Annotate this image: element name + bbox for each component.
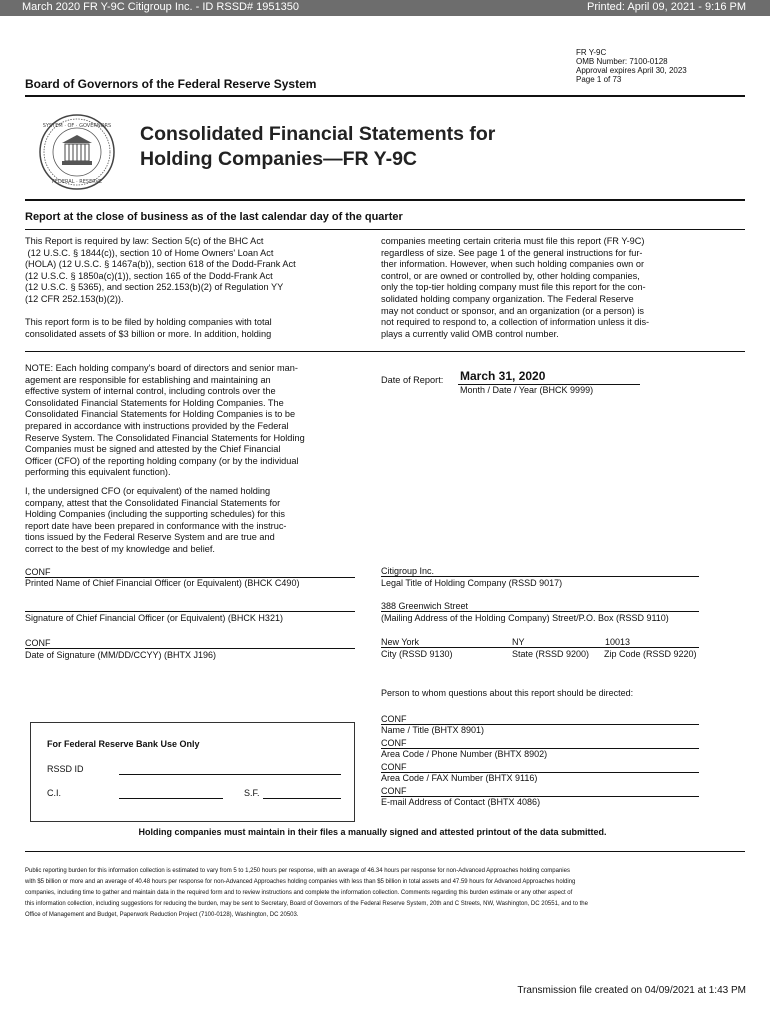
contact-heading: Person to whom questions about this report should be directed: — [381, 688, 634, 698]
print-header-right: Printed: April 09, 2021 - 9:16 PM — [587, 1, 746, 13]
intro-left-line: (12 U.S.C. § 1850a(c)(1)), section 165 of the Dodd-Frank Act — [25, 270, 273, 281]
intro-left-line: This Report is required by law: Section 5(c) of the BHC Act — [25, 236, 264, 246]
note-line: Consolidated Financial Statements for Holding Companies. The — [25, 397, 284, 408]
intro-left-line: (12 U.S.C. § 1844(c)), section 10 of Home Owners' Loan Act — [25, 247, 274, 258]
note-line: effective system of internal control, including controls over the — [25, 386, 276, 397]
title-line-2: Holding Companies—FR Y-9C — [140, 148, 417, 170]
attest-line: report date have been prepared in conformance with the instruc- — [25, 520, 287, 531]
intro-right-line: not required to respond to, a collection of information unless it dis- — [381, 317, 650, 328]
city-label: City (RSSD 9130) — [381, 649, 453, 659]
address-line — [381, 611, 699, 612]
rssd-id-label: RSSD ID — [47, 764, 84, 774]
note-line: agement are responsible for establishing and maintaining an — [25, 374, 271, 385]
signature-date-line — [25, 648, 355, 649]
state-value[interactable]: NY — [512, 637, 525, 647]
city-value[interactable]: New York — [381, 637, 420, 647]
form-info — [576, 48, 687, 84]
legal-title-label: Legal Title of Holding Company (RSSD 9017) — [381, 578, 563, 588]
burden-line: Office of Management and Budget, Paperwork Reduction Project (7100-0128), Washington, DC 20503. — [25, 912, 299, 918]
print-header-bar — [0, 0, 770, 16]
intro-left-line: (12 CFR 252.153(b)(2)). — [25, 293, 124, 304]
intro-left-line: This report form is to be filed by holding companies with total — [25, 317, 272, 328]
attest-line: I, the undersigned CFO (or equivalent) of the named holding — [25, 486, 271, 496]
omb-number: OMB Number: 7100-0128 — [576, 57, 668, 66]
intro-right-line: solidated holding company organization. The Federal Reserve — [381, 293, 634, 304]
burden-line: companies, including time to gather and maintain data in the required form and to review instructions and complete the information collection. Comments regarding this burden estimate or any other aspect of — [25, 890, 573, 896]
note-line: Reserve System. The Consolidated Financial Statements for Holding — [25, 432, 305, 443]
approval-expires: Approval expires April 30, 2023 — [576, 66, 687, 75]
attest-line: company, attest that the Consolidated Financial Statements for — [25, 497, 281, 508]
transmission-footer: Transmission file created on 04/09/2021 at 1:43 PM — [517, 985, 746, 996]
svg-text:FEDERAL · RESERVE: FEDERAL · RESERVE — [51, 179, 103, 185]
print-header-left: March 2020 FR Y-9C Citigroup Inc. - ID RSSD# 1951350 — [22, 1, 299, 13]
contact-phone-value[interactable]: CONF — [381, 738, 407, 748]
date-of-report-value[interactable]: March 31, 2020 — [460, 369, 546, 383]
intro-left — [25, 236, 365, 340]
note-line: Consolidated Financial Statements for Holding Companies is to be — [25, 409, 296, 420]
contact-email-value[interactable]: CONF — [381, 786, 407, 796]
note-line: Officer (CFO) of the reporting holding company (or by the individual — [25, 455, 299, 466]
burden-line: this information collection, including suggestions for reducing the burden, may be sent to Secretary, Board of Governors of the Federal Reserve System, 20th and C Streets, NW, Washington, DC 20551, and to the — [25, 901, 588, 907]
burden-line: with $5 billion or more and an average of 40.48 hours per response for non-Advanced Approaches holding companies with less than $5 billion in total assets and 47.59 hours for Advanced Approaches holding — [25, 879, 576, 885]
signature-label: Signature of Chief Financial Officer (or Equivalent) (BHCK H321) — [25, 613, 283, 623]
contact-phone-label: Area Code / Phone Number (BHTX 8902) — [381, 749, 548, 759]
intro-right-line: ther information. However, when such holding companies own or — [381, 259, 645, 270]
intro-rule — [25, 351, 745, 352]
page-number: Page 1 of 73 — [576, 75, 622, 84]
address-label: (Mailing Address of the Holding Company) Street/P.O. Box (RSSD 9110) — [381, 613, 669, 623]
burden-rule — [25, 851, 745, 852]
contact-fax-label: Area Code / FAX Number (BHTX 9116) — [381, 773, 538, 783]
intro-right-line: control, or are owned or controlled by, other holding companies, — [381, 270, 640, 281]
ci-field[interactable] — [119, 798, 223, 799]
title-line-1: Consolidated Financial Statements for — [140, 123, 496, 145]
report-heading: Report at the close of business as of the last calendar day of the quarter — [25, 211, 403, 223]
attest-line: tions issued by the Federal Reserve System and are true and — [25, 532, 275, 543]
attestation-paragraph — [25, 486, 370, 556]
header-rule — [25, 95, 745, 97]
fed-use-title: For Federal Reserve Bank Use Only — [47, 739, 200, 749]
zip-value[interactable]: 10013 — [605, 637, 631, 647]
form-number: FR Y-9C — [576, 48, 607, 57]
note-line: prepared in accordance with instructions provided by the Federal — [25, 420, 289, 431]
intro-right-line: may not conduct or sponsor, and an organization (or a person) is — [381, 305, 645, 316]
contact-name-label: Name / Title (BHTX 8901) — [381, 725, 485, 735]
intro-left-line: consolidated assets of $3 billion or more. In addition, holding — [25, 328, 272, 339]
intro-right-line: companies meeting certain criteria must file this report (FR Y-9C) — [381, 236, 645, 246]
fed-use-box — [30, 722, 355, 822]
agency-name: Board of Governors of the Federal Reserve System — [25, 77, 317, 91]
date-of-report-label: Date of Report: — [381, 375, 444, 385]
note-line: performing this equivalent function). — [25, 467, 171, 478]
svg-text:SYSTEM · OF · GOVERNORS: SYSTEM · OF · GOVERNORS — [42, 123, 112, 129]
intro-right — [381, 236, 741, 340]
burden-statement — [25, 866, 747, 921]
report-heading-rule — [25, 229, 745, 230]
signature-date-value[interactable]: CONF — [25, 638, 51, 648]
title-rule — [25, 199, 745, 201]
attest-line: correct to the best of my knowledge and belief. — [25, 543, 215, 554]
sf-label: S.F. — [244, 788, 260, 798]
maintain-notice: Holding companies must maintain in their files a manually signed and attested printout of the data submitted. — [138, 827, 607, 837]
date-of-report-caption: Month / Date / Year (BHCK 9999) — [460, 385, 594, 395]
zip-label: Zip Code (RSSD 9220) — [604, 649, 697, 659]
note-paragraph — [25, 363, 370, 479]
city-state-zip-line — [381, 647, 699, 648]
address-value[interactable]: 388 Greenwich Street — [381, 601, 469, 611]
intro-left-line — [25, 306, 365, 318]
contact-email-label: E-mail Address of Contact (BHTX 4086) — [381, 797, 541, 807]
sf-field[interactable] — [263, 798, 341, 799]
intro-left-line: (12 U.S.C. § 5365), and section 252.153(b)(2) of Regulation YY — [25, 282, 284, 293]
signature-line — [25, 611, 355, 612]
page-title — [140, 122, 495, 172]
note-line: NOTE: Each holding company's board of directors and senior man- — [25, 363, 298, 373]
intro-right-line: only the top-tier holding company must file this report for the con- — [381, 282, 646, 293]
federal-reserve-seal — [32, 113, 122, 191]
note-line: Companies must be signed and attested by the Chief Financial — [25, 444, 281, 455]
intro-right-line: plays a currently valid OMB control number. — [381, 328, 559, 339]
contact-name-value[interactable]: CONF — [381, 714, 407, 724]
ci-label: C.I. — [47, 788, 62, 798]
intro-right-line: regardless of size. See page 1 of the general instructions for fur- — [381, 247, 643, 258]
contact-fax-value[interactable]: CONF — [381, 762, 407, 772]
attest-line: Holding Companies (including the supporting schedules) for this — [25, 509, 285, 520]
legal-title-value[interactable]: Citigroup Inc. — [381, 566, 435, 576]
rssd-id-field[interactable] — [119, 774, 341, 775]
burden-line: Public reporting burden for this information collection is estimated to vary from 5 to 1,250 hours per response, with an average of 46.34 hours per response for non-Advanced Approaches holding companies — [25, 868, 570, 874]
cfo-name-value[interactable]: CONF — [25, 567, 51, 577]
intro-left-line: (HOLA) (12 U.S.C. § 1467a(b)), section 618 of the Dodd-Frank Act — [25, 259, 296, 270]
state-label: State (RSSD 9200) — [512, 649, 590, 659]
legal-title-line — [381, 576, 699, 577]
signature-date-label: Date of Signature (MM/DD/CCYY) (BHTX J196) — [25, 650, 217, 660]
cfo-name-label: Printed Name of Chief Financial Officer (or Equivalent) (BHCK C490) — [25, 578, 300, 588]
